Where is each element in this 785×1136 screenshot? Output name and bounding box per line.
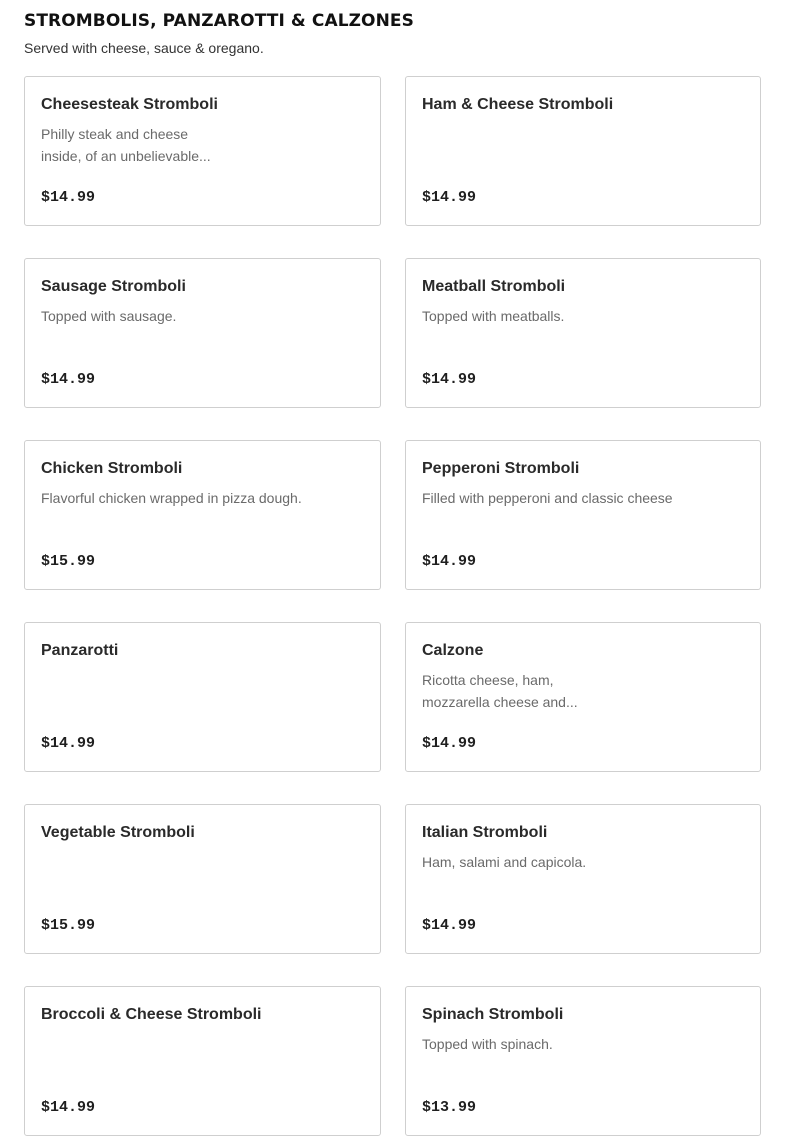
menu-item-card[interactable] [24,258,381,408]
menu-item-description [41,305,331,327]
menu-item-card[interactable] [405,622,761,772]
menu-item-description [422,669,712,713]
menu-item-price: $14.99 [41,189,96,206]
menu-item-description [41,487,331,509]
menu-item-description [422,305,712,327]
menu-item-card[interactable] [405,76,761,226]
menu-item-description-line: mozzarella cheese and... [422,694,578,710]
menu-item-card[interactable] [24,804,381,954]
menu-item-name: Vegetable Stromboli [41,824,195,841]
menu-item-description-line: Flavorful chicken wrapped in pizza dough. [41,490,302,506]
menu-item-price: $14.99 [41,1099,96,1116]
menu-item-description [422,487,712,509]
menu-item-card[interactable] [24,622,381,772]
section-title: STROMBOLIS, PANZAROTTI & CALZONES [24,11,414,31]
menu-item-price: $13.99 [422,1099,477,1116]
menu-item-description [422,851,712,873]
menu-item-grid [24,76,761,1136]
menu-item-card[interactable] [24,76,381,226]
menu-item-name: Broccoli & Cheese Stromboli [41,1006,262,1023]
menu-item-price: $14.99 [41,371,96,388]
menu-item-description-line: Topped with meatballs. [422,308,565,324]
menu-item-name: Spinach Stromboli [422,1006,564,1023]
menu-item-name: Panzarotti [41,642,119,659]
menu-item-description-line: Ricotta cheese, ham, [422,672,554,688]
menu-item-name: Chicken Stromboli [41,460,183,477]
menu-item-name: Ham & Cheese Stromboli [422,96,614,113]
menu-item-description-line: Ham, salami and capicola. [422,854,587,870]
menu-item-name: Meatball Stromboli [422,278,566,295]
menu-item-name: Pepperoni Stromboli [422,460,580,477]
section-subtitle: Served with cheese, sauce & oregano. [24,40,264,56]
menu-item-price: $14.99 [41,735,96,752]
menu-item-price: $14.99 [422,735,477,752]
menu-item-description [41,123,331,167]
menu-item-description-line: Topped with sausage. [41,308,177,324]
menu-item-card[interactable] [405,258,761,408]
menu-item-name: Sausage Stromboli [41,278,186,295]
menu-item-price: $15.99 [41,553,96,570]
menu-item-price: $14.99 [422,189,477,206]
menu-item-description [422,1033,712,1055]
menu-item-price: $14.99 [422,553,477,570]
menu-item-name: Calzone [422,642,484,659]
menu-item-card[interactable] [24,440,381,590]
menu-item-name: Cheesesteak Stromboli [41,96,218,113]
menu-item-card[interactable] [405,440,761,590]
menu-item-price: $14.99 [422,371,477,388]
menu-item-price: $14.99 [422,917,477,934]
menu-item-name: Italian Stromboli [422,824,548,841]
menu-item-description-line: Filled with pepperoni and classic cheese [422,490,673,506]
menu-item-card[interactable] [405,804,761,954]
menu-item-price: $15.99 [41,917,96,934]
menu-item-description-line: Philly steak and cheese [41,126,189,142]
menu-item-description-line: Topped with spinach. [422,1036,553,1052]
menu-item-description-line: inside, of an unbelievable... [41,148,211,164]
